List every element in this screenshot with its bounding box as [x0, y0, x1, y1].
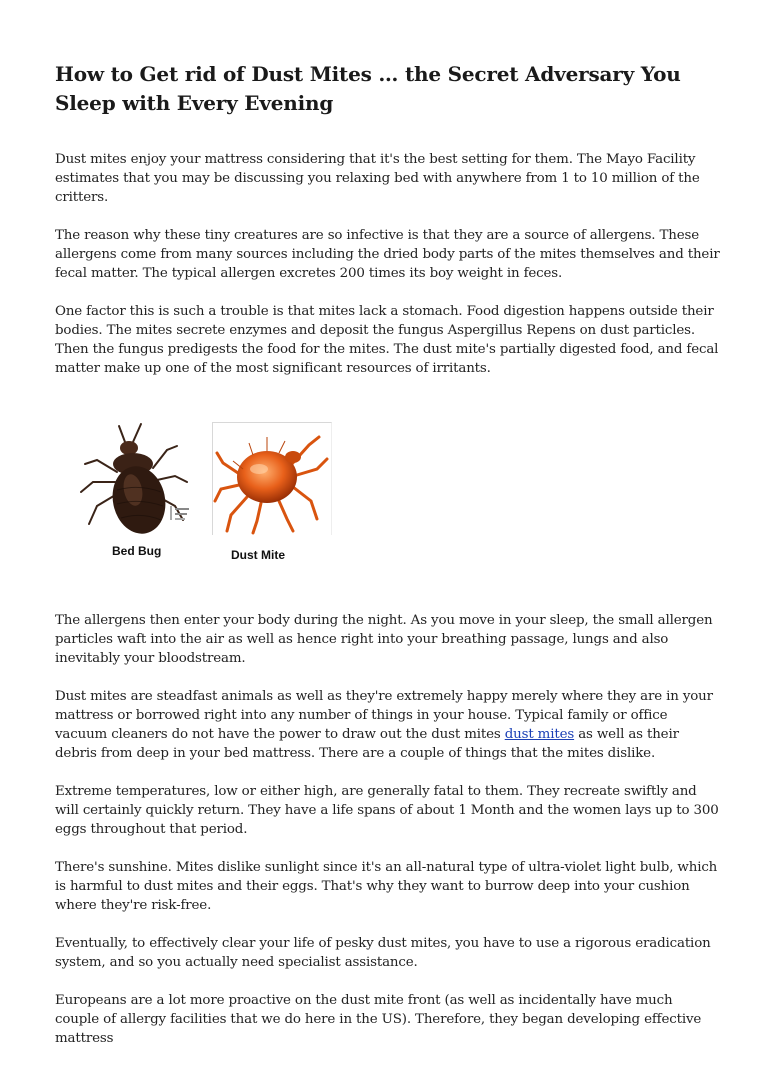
- page-title: How to Get rid of Dust Mites … the Secret Adversary You Sleep with Every Evening: [55, 62, 681, 115]
- paragraph-night: The allergens then enter your body during the night. As you move in your sleep, the small allergen particles waft into the air as well as hence right into your breathing passage, lungs and also inevitably your bloodstream.: [55, 613, 713, 666]
- dust-mite-image: [212, 422, 332, 535]
- paragraph-digestion: One factor this is such a trouble is that mites lack a stomach. Food digestion happens outside their bodies. The mites secrete enzymes and deposit the fungus Aspergillus Repens on dust particles. Then the fungus predigests the food for the mites. The dust mite's partially digested food, and fecal matter make up one of the most significant resources of irritants.: [55, 304, 719, 376]
- document-page: [55, 60, 720, 1048]
- paragraph-sunshine: There's sunshine. Mites dislike sunlight since it's an all-natural type of ultra-violet light bulb, which is harmful to dust mites and their eggs. That's why they want to burrow deep into your cushion where they're risk-free.: [55, 860, 718, 913]
- dust-mites-link[interactable]: dust mites: [504, 727, 575, 742]
- insect-figure: [55, 392, 720, 611]
- paragraph-steadfast: [55, 687, 720, 763]
- paragraph-steadfast-text-end: as well as their debris from deep in your bed mattress. There are a couple of things that the mites dislike.: [55, 727, 679, 761]
- paragraph-europeans: Europeans are a lot more proactive on the dust mite front (as well as incidentally have much couple of allergy facilities that we do here in the US). Therefore, they began developing effective mattress: [55, 993, 702, 1046]
- bed-bug-image: [75, 420, 195, 552]
- paragraph-temperatures: Extreme temperatures, low or either high, are generally fatal to them. They recreate swiftly and will certainly quickly return. They have a life spans of about 1 Month and the women lays up to 300 eggs throughout that period.: [55, 784, 719, 837]
- paragraph-allergens: The reason why these tiny creatures are so infective is that they are a source of allergens. These allergens come from many sources including the dried body parts of the mites themselves and their fecal matter. The typical allergen excretes 200 times its boy weight in feces.: [55, 228, 720, 281]
- dust-mite-caption: Dust Mite: [231, 548, 285, 562]
- paragraph-steadfast-text-start: Dust mites are steadfast animals as well as they're extremely happy merely where they are in your mattress or borrowed right into any number of things in your house. Typical family or office vacuum cleaners do not have the power to draw out the dust mites: [55, 689, 713, 742]
- bed-bug-icon: [75, 420, 195, 552]
- bed-bug-caption: Bed Bug: [112, 544, 162, 558]
- paragraph-eradication: Eventually, to effectively clear your life of pesky dust mites, you have to use a rigorous eradication system, and so you actually need specialist assistance.: [55, 936, 711, 970]
- dust-mite-icon: [213, 423, 331, 535]
- paragraph-intro: Dust mites enjoy your mattress considering that it's the best setting for them. The Mayo Facility estimates that you may be discussing you relaxing bed with anywhere from 1 to 10 million of the critters.: [55, 152, 700, 205]
